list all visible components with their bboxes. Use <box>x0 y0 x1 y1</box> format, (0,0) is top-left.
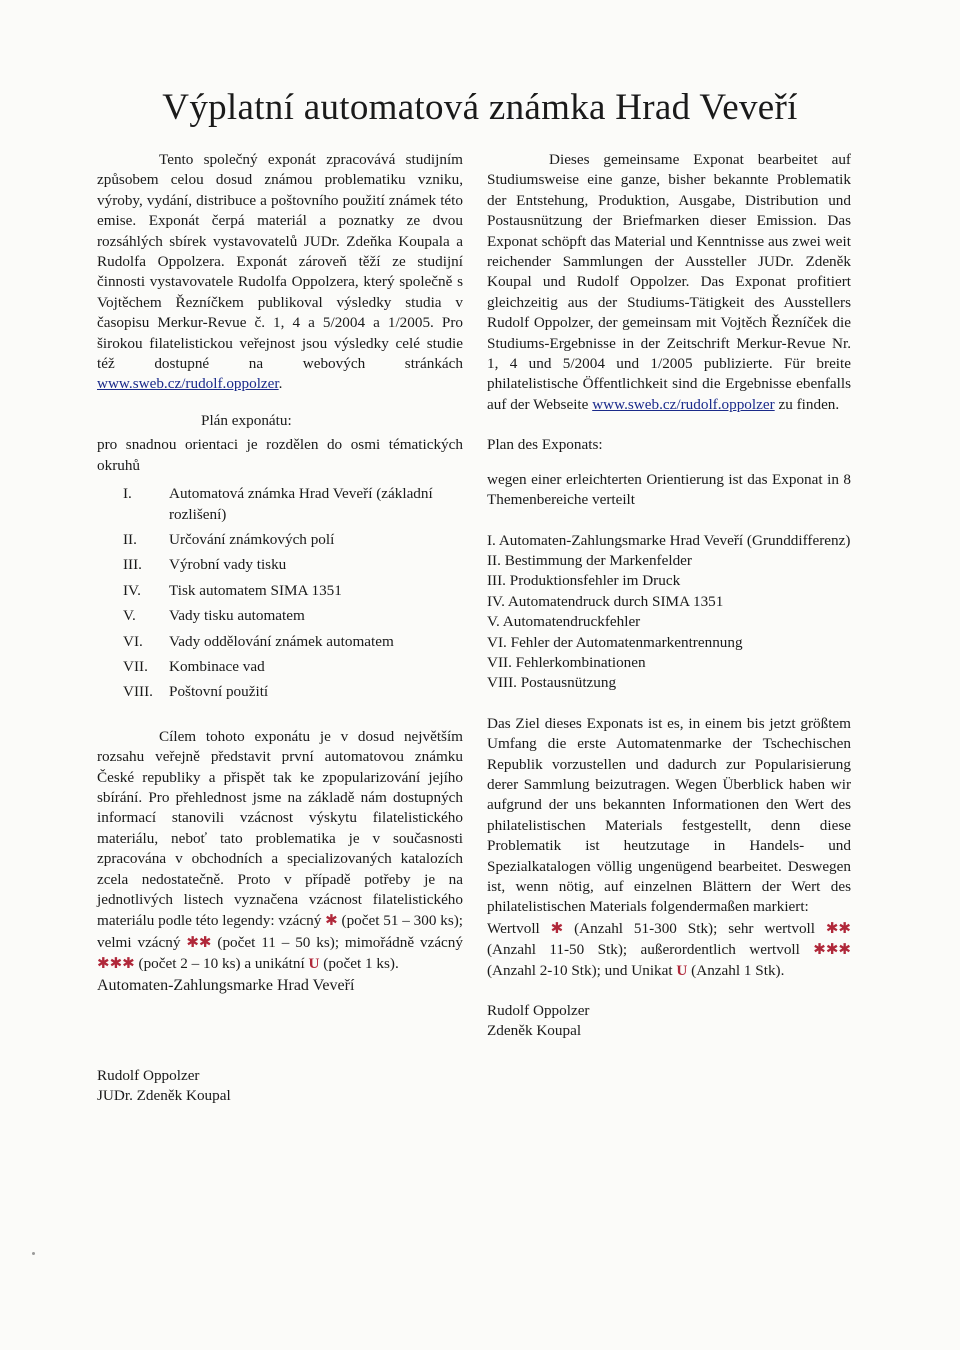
rarity-star-icon: ✱ <box>550 918 564 937</box>
list-item: IV. Tisk automatem SIMA 1351 <box>123 581 342 599</box>
list-item: II. Určování známkových polí <box>123 530 335 548</box>
paper-speck <box>32 1252 35 1255</box>
website-link[interactable]: www.sweb.cz/rudolf.oppolzer <box>592 395 775 413</box>
list-item: VI. Vady oddělování známek automatem <box>123 632 394 650</box>
german-goal-text: Das Ziel dieses Exponats ist es, in einem bis jetzt größtem Umfang die erste Automatenmarke der Tschechischen Republik vorzustellen und dadurch zur Popularisierung derer Sammlung beizutragen. Wegen Überblick haben wir aufgrund der uns bekannten Informationen den Wert des philatelistischen Materials festgestellt, denn diese Problematik ist heutzutage in Handels- und Spezialkatalogen völlig ungenügend bearbeitet. Deswegen ist, wenn nötig, auf einzelnen Blättern der Wert des philatelistischen Materials folgendermaßen markiert: <box>487 714 851 916</box>
page-title: Výplatní automatová známka Hrad Veveří <box>162 87 798 128</box>
czech-topic-list <box>97 484 463 703</box>
czech-plan-intro: pro snadnou orientaci je rozdělen do osmi tématických okruhů <box>97 436 463 474</box>
rarity-three-star-icon: ✱✱✱ <box>97 954 135 973</box>
list-item: III. Výrobní vady tisku <box>123 556 287 574</box>
unique-mark: U <box>676 961 688 979</box>
czech-goal-text: Cílem tohoto exponátu je v dosud největším rozsahu veřejně představit první automatovou známku České republiky a přispět tak ke zpopularizování jejího sbírání. Pro přehlednost jsme na základě nám dostupných informací stanovili vzácnost výskytu filatelistického materiálu, neboť tato problematika je v současnosti zpracována v obchodních a specializovaných katalozích zcela nedostatečně. Proto v případě potřeby je na jednotlivých listech vyznačena vzácnost filatelistického materiálu podle této legendy: vzácný ✱ (počet 51 – 300 ks); velmi vzácný ✱✱ (počet 11 – 50 ks); mimořádně vzácný ✱✱✱ (počet 2 – 10 ks) a unikátní U (počet 1 ks). <box>97 727 464 973</box>
list-item: I. Automaten-Zahlungsmarke Hrad Veveří (Grunddifferenz) <box>487 531 851 549</box>
rarity-two-star-icon: ✱✱ <box>825 918 851 937</box>
signature-koupal: JUDr. Zdeněk Koupal <box>97 1087 231 1105</box>
signature-koupal: Zdeněk Koupal <box>487 1022 582 1040</box>
list-item: VIII. Postausnützung <box>487 674 617 692</box>
list-item: III. Produktionsfehler im Druck <box>487 572 681 590</box>
unique-mark: U <box>308 955 320 973</box>
german-plan-heading: Plan des Exponats: <box>487 436 603 454</box>
rarity-two-star-icon: ✱✱ <box>186 932 212 951</box>
czech-plan-heading: Plán exponátu: <box>201 411 292 429</box>
list-item: I. Automatová známka Hrad Veveří (základní rozlišení) <box>123 485 433 523</box>
website-link[interactable]: www.sweb.cz/rudolf.oppolzer <box>97 375 279 393</box>
german-legend: Wertvoll ✱ (Anzahl 51-300 Stk); sehr wertvoll ✱✱ (Anzahl 11-50 Stk); außerordentlich wertvoll ✱✱✱ (Anzahl 2-10 Stk); und Unikat U (Anzahl 1 Stk). <box>487 918 851 979</box>
german-column <box>487 150 851 1042</box>
list-item: VIII. Poštovní použití <box>123 683 269 701</box>
czech-intro: Tento společný exponát zpracovává studijním způsobem celou dosud známou problematiku vzniku, výroby, vydání, distribuce a poštovního použití známek této emise. Exponát čerpá materiál a poznatky ze dvou rozsáhlých sbírek vystavovatelů JUDr. Zdeňka Koupala a Rudolfa Oppolzera. Exponát zároveň těží ze studijní činnosti vystavovatele Rudolfa Oppolzera, který společně s Vojtěchem Řezníčkem publikoval výsledky studia v časopisu Merkur-Revue č. 1, 4 a 5/2004 a 1/2005. Pro širokou filatelistickou veřejnost jsou výsledky celé studie též dostupné na webových stránkách www.sweb.cz/rudolf.oppolzer. <box>97 151 463 393</box>
czech-column <box>97 150 463 1107</box>
rarity-three-star-icon: ✱✱✱ <box>813 940 851 959</box>
list-item: VI. Fehler der Automatenmarkentrennung <box>487 633 743 651</box>
list-item: VII. Kombinace vad <box>123 657 265 675</box>
list-item: IV. Automatendruck durch SIMA 1351 <box>487 592 724 610</box>
german-plan-intro: wegen einer erleichterten Orientierung ist das Exponat in 8 Themenbereiche verteilt <box>487 470 851 509</box>
list-item: V. Automatendruckfehler <box>487 613 641 631</box>
list-item: II. Bestimmung der Markenfelder <box>487 551 692 569</box>
list-item: VII. Fehlerkombinationen <box>487 653 646 671</box>
rarity-star-icon: ✱ <box>325 911 338 930</box>
german-topic-list <box>487 531 851 694</box>
signature-oppolzer: Rudolf Oppolzer <box>487 1002 590 1020</box>
signature-oppolzer: Rudolf Oppolzer <box>97 1067 200 1085</box>
list-item: V. Vady tisku automatem <box>123 607 305 625</box>
german-intro: Dieses gemeinsame Exponat bearbeitet auf Studiumsweise eine ganze, bisher bekannte Problematik der Entstehung, Produktion, Ausgabe, Distribution und Postausnützung der Briefmarken dieser Emission. Das Exponat schöpft das Material und Kenntnisse aus zwei weit reichender Sammlungen der Aussteller JUDr. Zdeněk Koupal und Rudolf Oppolzer. Das Exponat profitiert gleichzeitig aus der Studiums-Tätigkeit des Ausstellers Rudolf Oppolzer, der gemeinsam mit Vojtěch Řezníček die Studiums-Ergebnisse in der Zeitschrift Merkur-Revue Nr. 1, 4 und 5/2004 und 1/2005 publizierte. Für breite philatelistische Öffentlichkeit sind die Ergebnisse ebenfalls auf der Webseite www.sweb.cz/rudolf.oppolzer zu finden. <box>487 151 851 413</box>
german-subtitle: Automaten-Zahlungsmarke Hrad Veveří <box>97 976 355 994</box>
